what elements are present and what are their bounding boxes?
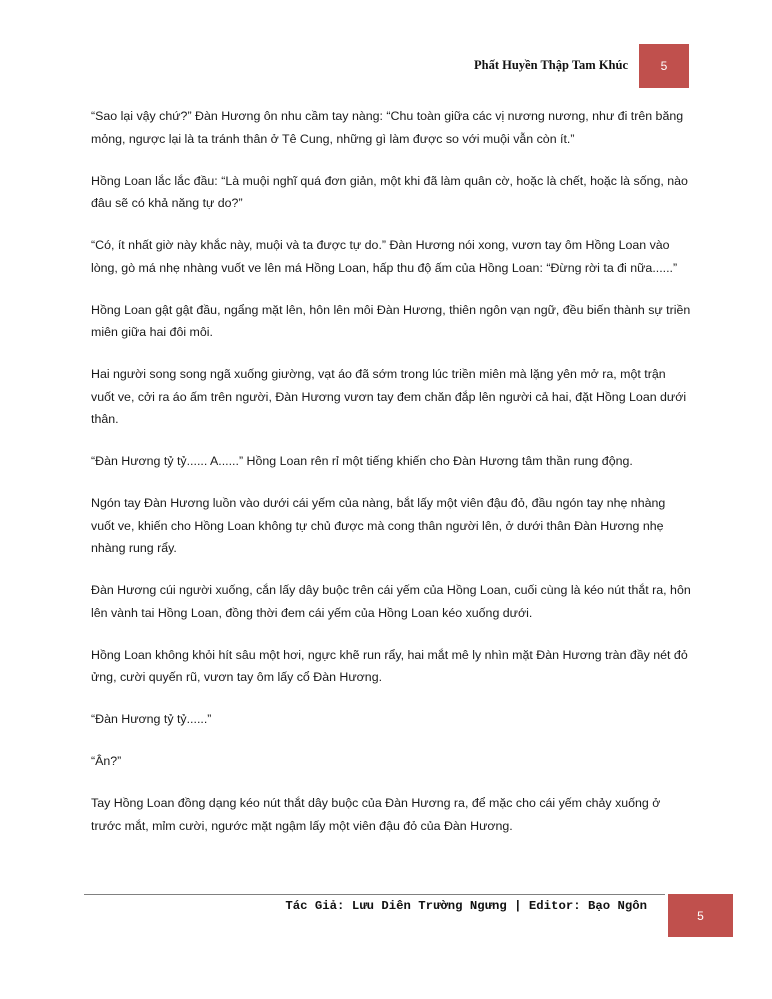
paragraph: Hồng Loan gật gật đầu, ngẩng mặt lên, hôn lên môi Đàn Hương, thiên ngôn vạn ngữ, đều biến thành sự triền miên giữa hai đôi môi. (91, 302, 691, 339)
body-text (91, 105, 691, 857)
paragraph: “Đàn Hương tỷ tỷ...... A......” Hồng Loan rên rỉ một tiếng khiến cho Đàn Hương tâm thần rung động. (91, 454, 633, 468)
footer-page-number-box (668, 894, 733, 937)
footer-page-number: 5 (697, 908, 704, 923)
header-page-number-box (639, 44, 689, 88)
paragraph: “Sao lại vậy chứ?” Đàn Hương ôn nhu cầm tay nàng: “Chu toàn giữa các vị nương nương, như đi trên băng mỏng, ngược lại là ta tránh thân ở Tê Cung, những gì làm được so với muội vẫn còn ít.” (91, 109, 684, 146)
footer-credit: Tác Giả: Lưu Diên Trường Ngưng | Editor: Bạo Ngôn (285, 899, 647, 913)
paragraph: Hồng Loan lắc lắc đầu: “Là muội nghĩ quá đơn giản, một khi đã làm quân cờ, hoặc là chết, hoặc là sống, nào đâu sẽ có khả năng tự do?” (91, 173, 688, 210)
paragraph: “Ân?” (91, 754, 122, 768)
paragraph: Hai người song song ngã xuống giường, vạt áo đã sớm trong lúc triền miên mà lặng yên mở ra, một trận vuốt ve, cởi ra áo ấm trên người, Đàn Hương vươn tay đem chăn đắp lên người cả hai, đặt Hồng Loan dưới thân. (91, 367, 687, 426)
header-title: Phất Huyền Thập Tam Khúc (474, 58, 628, 72)
paragraph: “Đàn Hương tỷ tỷ......” (91, 712, 212, 726)
paragraph: Đàn Hương cúi người xuống, cắn lấy dây buộc trên cái yếm của Hồng Loan, cuối cùng là kéo nút thắt ra, hôn lên vành tai Hồng Loan, đồng thời đem cái yếm của Hồng Loan kéo xuống dưới. (91, 583, 691, 620)
paragraph: “Có, ít nhất giờ này khắc này, muội và ta được tự do.” Đàn Hương nói xong, vươn tay ôm Hồng Loan vào lòng, gò má nhẹ nhàng vuốt ve lên má Hồng Loan, hấp thu độ ấm của Hồng Loan: “Đừng rời ta đi nữa......” (91, 238, 678, 275)
paragraph: Ngón tay Đàn Hương luồn vào dưới cái yếm của nàng, bắt lấy một viên đậu đỏ, đầu ngón tay nhẹ nhàng vuốt ve, khiến cho Hồng Loan không tự chủ được mà cong thân người lên, ở dưới thân Đàn Hương nhẹ nhàng rung rẩy. (91, 496, 666, 555)
footer-divider (84, 894, 665, 895)
paragraph: Tay Hồng Loan đồng dạng kéo nút thắt dây buộc của Đàn Hương ra, để mặc cho cái yếm chảy xuống ở trước mắt, mỉm cười, ngước mặt ngậm lấy một viên đậu đỏ của Đàn Hương. (91, 796, 661, 833)
paragraph: Hồng Loan không khỏi hít sâu một hơi, ngực khẽ run rẩy, hai mắt mê ly nhìn mặt Đàn Hương tràn đầy nét đỏ ửng, cười quyến rũ, vươn tay ôm lấy cổ Đàn Hương. (91, 647, 688, 684)
header-page-number: 5 (660, 59, 668, 73)
